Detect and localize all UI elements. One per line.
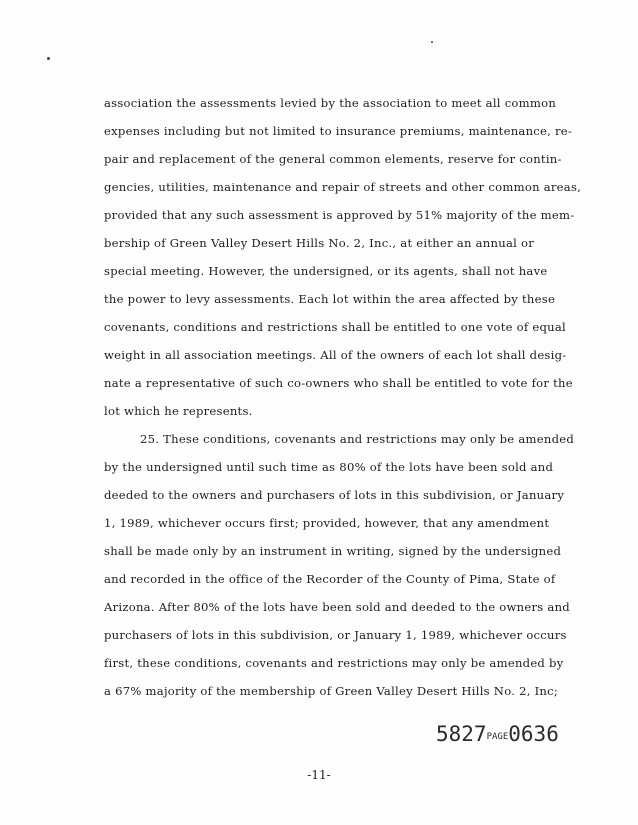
scan-speck — [47, 57, 50, 60]
body-line-20: purchasers of lots in this subdivision, or January 1, 1989, whichever occurs — [104, 628, 567, 642]
body-line-18: and recorded in the office of the Recorder of the County of Pima, State of — [104, 572, 556, 586]
recording-book-number: 5827 — [436, 722, 487, 746]
body-line-6: bership of Green Valley Desert Hills No. 2, Inc., at either an annual or — [104, 236, 535, 250]
body-line-3: pair and replacement of the general common elements, reserve for contin- — [104, 152, 562, 166]
body-line-4: gencies, utilities, maintenance and repair of streets and other common areas, — [104, 180, 582, 194]
body-line-5: provided that any such assessment is approved by 51% majority of the mem- — [104, 208, 575, 222]
body-line-12: lot which he represents. — [104, 404, 253, 418]
body-line-14: by the undersigned until such time as 80% of the lots have been sold and — [104, 460, 554, 474]
page-number: -11- — [307, 768, 331, 782]
body-line-10: weight in all association meetings. All of the owners of each lot shall desig- — [104, 348, 567, 362]
body-line-7: special meeting. However, the undersigned, or its agents, shall not have — [104, 264, 548, 278]
body-line-9: covenants, conditions and restrictions shall be entitled to one vote of equal — [104, 320, 566, 334]
paragraph-25-first-line: 25. These conditions, covenants and restrictions may only be amended — [140, 432, 575, 446]
body-line-16: 1, 1989, whichever occurs first; provided, however, that any amendment — [104, 516, 550, 530]
recording-page-number: 0636 — [508, 722, 559, 746]
body-line-21: first, these conditions, covenants and restrictions may only be amended by — [104, 656, 564, 670]
scan-speck — [431, 41, 433, 43]
body-line-2: expenses including but not limited to insurance premiums, maintenance, re- — [104, 124, 573, 138]
body-line-11: nate a representative of such co-owners who shall be entitled to vote for the — [104, 376, 573, 390]
body-line-15: deeded to the owners and purchasers of lots in this subdivision, or January — [104, 488, 565, 502]
body-line-17: shall be made only by an instrument in writing, signed by the undersigned — [104, 544, 562, 558]
body-line-8: the power to levy assessments. Each lot within the area affected by these — [104, 292, 556, 306]
recording-page-label: PAGE — [486, 732, 509, 742]
body-line-1: association the assessments levied by the association to meet all common — [104, 96, 557, 110]
body-line-19: Arizona. After 80% of the lots have been sold and deeded to the owners and — [104, 600, 570, 614]
body-line-22: a 67% majority of the membership of Green Valley Desert Hills No. 2, Inc; — [104, 684, 559, 698]
recording-stamp — [436, 722, 559, 746]
